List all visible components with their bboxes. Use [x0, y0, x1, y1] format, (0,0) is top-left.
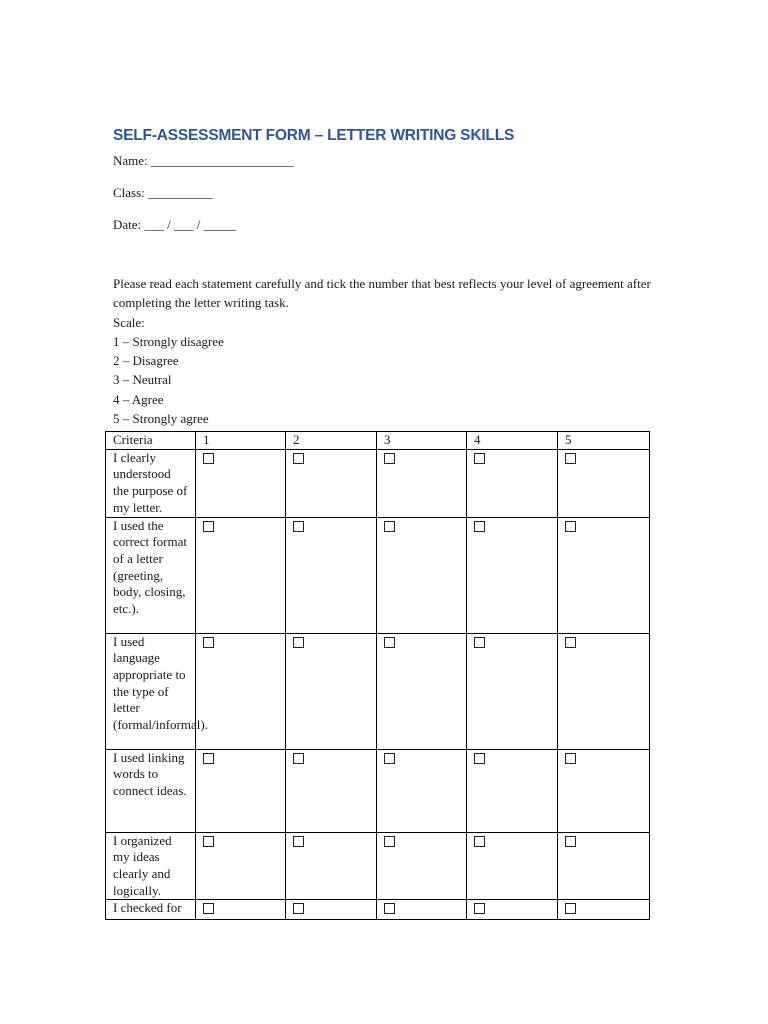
rating-cell-2[interactable] [286, 517, 377, 633]
table-row [106, 749, 650, 832]
rating-cell-5[interactable] [558, 633, 650, 749]
rating-cell-4[interactable] [467, 449, 558, 517]
rating-cell-3[interactable] [377, 517, 467, 633]
class-field [113, 184, 653, 202]
checkbox[interactable] [474, 521, 485, 532]
rating-cell-5[interactable] [558, 900, 650, 920]
scale-item: 5 – Strongly agree [113, 411, 209, 427]
rating-cell-1[interactable] [196, 832, 286, 900]
checkbox[interactable] [203, 453, 214, 464]
checkbox[interactable] [384, 637, 395, 648]
checkbox[interactable] [293, 453, 304, 464]
rating-cell-5[interactable] [558, 517, 650, 633]
checkbox[interactable] [203, 521, 214, 532]
rating-cell-3[interactable] [377, 633, 467, 749]
checkbox[interactable] [474, 836, 485, 847]
scale-item: 1 – Strongly disagree [113, 333, 224, 349]
rating-cell-3[interactable] [377, 900, 467, 920]
date-blank[interactable]: ___ / ___ / _____ [144, 217, 237, 232]
checkbox[interactable] [474, 903, 485, 914]
checkbox[interactable] [203, 903, 214, 914]
checkbox[interactable] [293, 521, 304, 532]
checkbox[interactable] [384, 836, 395, 847]
table-row [106, 633, 650, 749]
criteria-cell: I clearly understood the purpose of my letter. [106, 449, 196, 517]
rating-cell-3[interactable] [377, 449, 467, 517]
date-field [113, 216, 653, 234]
rating-cell-1[interactable] [196, 633, 286, 749]
rating-cell-2[interactable] [286, 900, 377, 920]
scale-item: 2 – Disagree [113, 353, 179, 369]
rating-cell-1[interactable] [196, 900, 286, 920]
name-field [113, 152, 653, 170]
checkbox[interactable] [474, 637, 485, 648]
header-criteria: Criteria [106, 432, 196, 450]
rating-cell-2[interactable] [286, 449, 377, 517]
rating-cell-4[interactable] [467, 749, 558, 832]
rating-cell-5[interactable] [558, 832, 650, 900]
table-row [106, 832, 650, 900]
checkbox[interactable] [384, 521, 395, 532]
checkbox[interactable] [384, 453, 395, 464]
criteria-cell: I used the correct format of a letter (greeting, body, closing, etc.). [106, 517, 196, 633]
checkbox[interactable] [474, 753, 485, 764]
header-2: 2 [286, 432, 377, 450]
form-title: SELF-ASSESSMENT FORM – LETTER WRITING SKILLS [113, 127, 515, 144]
checkbox[interactable] [565, 903, 576, 914]
name-blank[interactable]: ______________________ [150, 153, 294, 168]
table-row [106, 900, 650, 920]
scale-label: Scale: [113, 314, 145, 330]
checkbox[interactable] [293, 637, 304, 648]
rating-cell-4[interactable] [467, 900, 558, 920]
criteria-cell: I checked for [106, 900, 196, 920]
checkbox[interactable] [565, 637, 576, 648]
rating-cell-2[interactable] [286, 749, 377, 832]
class-blank[interactable]: __________ [148, 185, 214, 200]
rating-table [105, 431, 650, 920]
criteria-cell: I used language appropriate to the type of letter (formal/informal). [106, 633, 196, 749]
rating-cell-4[interactable] [467, 832, 558, 900]
checkbox[interactable] [203, 637, 214, 648]
rating-cell-2[interactable] [286, 832, 377, 900]
checkbox[interactable] [565, 836, 576, 847]
table-header-row [106, 432, 650, 450]
rating-cell-3[interactable] [377, 832, 467, 900]
header-1: 1 [196, 432, 286, 450]
checkbox[interactable] [203, 753, 214, 764]
form-page [113, 126, 653, 428]
rating-cell-5[interactable] [558, 449, 650, 517]
checkbox[interactable] [203, 836, 214, 847]
rating-cell-1[interactable] [196, 517, 286, 633]
checkbox[interactable] [384, 903, 395, 914]
checkbox[interactable] [565, 753, 576, 764]
class-label: Class: [113, 185, 145, 200]
criteria-cell: I used linking words to connect ideas. [106, 749, 196, 832]
checkbox[interactable] [293, 903, 304, 914]
checkbox[interactable] [565, 453, 576, 464]
rating-cell-1[interactable] [196, 449, 286, 517]
header-3: 3 [377, 432, 467, 450]
table-row [106, 517, 650, 633]
checkbox[interactable] [565, 521, 576, 532]
instructions-text: Please read each statement carefully and tick the number that best reflects your level of agreement after completing the letter writing task. [113, 276, 651, 311]
name-label: Name: [113, 153, 148, 168]
checkbox[interactable] [293, 836, 304, 847]
scale-item: 3 – Neutral [113, 372, 172, 388]
rating-cell-2[interactable] [286, 633, 377, 749]
checkbox[interactable] [384, 753, 395, 764]
rating-cell-3[interactable] [377, 749, 467, 832]
checkbox[interactable] [293, 753, 304, 764]
checkbox[interactable] [474, 453, 485, 464]
table-row [106, 449, 650, 517]
rating-cell-4[interactable] [467, 633, 558, 749]
rating-cell-1[interactable] [196, 749, 286, 832]
rating-cell-4[interactable] [467, 517, 558, 633]
rating-cell-5[interactable] [558, 749, 650, 832]
scale-item: 4 – Agree [113, 391, 164, 407]
header-5: 5 [558, 432, 650, 450]
header-4: 4 [467, 432, 558, 450]
criteria-cell: I organized my ideas clearly and logically. [106, 832, 196, 900]
date-label: Date: [113, 217, 142, 232]
